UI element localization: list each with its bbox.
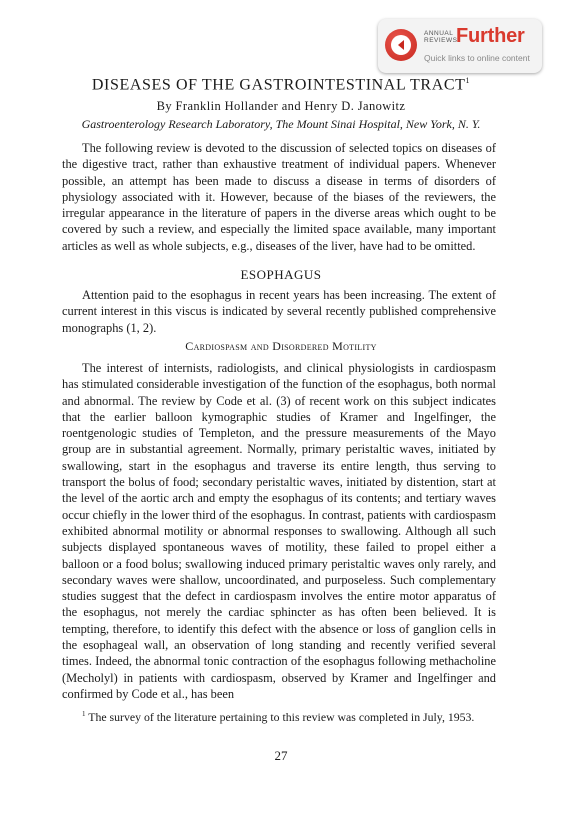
section-heading-esophagus: ESOPHAGUS — [240, 267, 322, 282]
further-label[interactable]: Further — [456, 25, 525, 47]
article-title: DISEASES OF THE GASTROINTESTINAL TRACT$^1$ — [91, 76, 471, 94]
page-number: 27 — [274, 748, 288, 763]
further-tagline[interactable]: Quick links to online content — [424, 53, 530, 63]
affiliation: Gastroenterology Research Laboratory, The Mount Sinai Hospital, New York, N. Y. — [81, 117, 481, 131]
subsection-heading-cardiospasm: Cardiospasm and Disordered Motility — [185, 339, 377, 353]
intro-paragraph: The following review is devoted to the discussion of selected topics on diseases of the digestive tract, rather than exhaustive treatment of individual papers. Whenever possible, an attempt has been made to discuss a disease in terms of disorders of physiology associated with it. However, because of the biases of the reviewers, the irregular appearance in the literature of papers in the diverse areas which ought to be covered by such a review, and especially the limited space available, many important articles as well as whole subjects, e.g., diseases of the liver, have had to be omitted. — [62, 141, 496, 253]
play-arrow-icon[interactable] — [385, 29, 417, 61]
annual-reviews-logo-text: ANNUAL REVIEWS — [424, 30, 458, 44]
footnote-marker: 1 — [82, 710, 86, 718]
cardiospasm-paragraph: The interest of internists, radiologists, and clinical physiologists in cardiospasm has stimulated considerable investigation of the function of the esophagus, both normal and abnormal. The review by Code et al. (3) of recent work on this subject indicates that the earlier balloon kymographic studies of Kramer and Ingelfinger, the roentgenologic studies of Templeton, and the pressure measurements of the Mayo group are in substantial agreement. Normally, primary peristaltic waves, initiated by swallowing, start in the esophagus and traverse its entire length, thus serving to transport the bolus of food; secondary peristaltic waves, initiated by distention, start at the level of the aortic arch and empty the esophagus of its contents; and tertiary waves occur chiefly in the lower third of the esophagus. In contrast, patients with cardiospasm exhibited abnormal motility or abnormal responses to swallowing. Although all such subjects displayed spontaneous waves of motility, these failed to propel either a balloon or a food bolus; swallowing induced primary peristaltic waves only rarely, and secondary waves were shallow, uncoordinated, and purposeless. Such complementary studies suggest that the defect in cardiospasm involves the entire motor apparatus of the esophagus, not merely the cardiac sphincter as has often been believed. It is tempting, therefore, to identify this defect with the absence or loss of ganglion cells in the esophageal wall, an observation of long standing and recently verified several times. Indeed, the abnormal tonic contraction of the esophagus following methacholine (Mecholyl) in patients with cardiospasm, observed by Kramer and Ingelfinger and confirmed by Code et al., has been — [62, 361, 496, 701]
footnote-text: The survey of the literature pertaining to this review was completed in July, 1953. — [88, 709, 475, 724]
authors: By Franklin Hollander and Henry D. Janowitz — [156, 99, 406, 113]
title-footnote-marker: 1 — [465, 76, 471, 85]
footnote — [62, 707, 496, 724]
further-banner[interactable] — [378, 19, 542, 73]
esophagus-paragraph: Attention paid to the esophagus in recent years has been increasing. The extent of current interest in this viscus is indicated by several recently published comprehensive monographs (1, 2). — [62, 288, 496, 335]
